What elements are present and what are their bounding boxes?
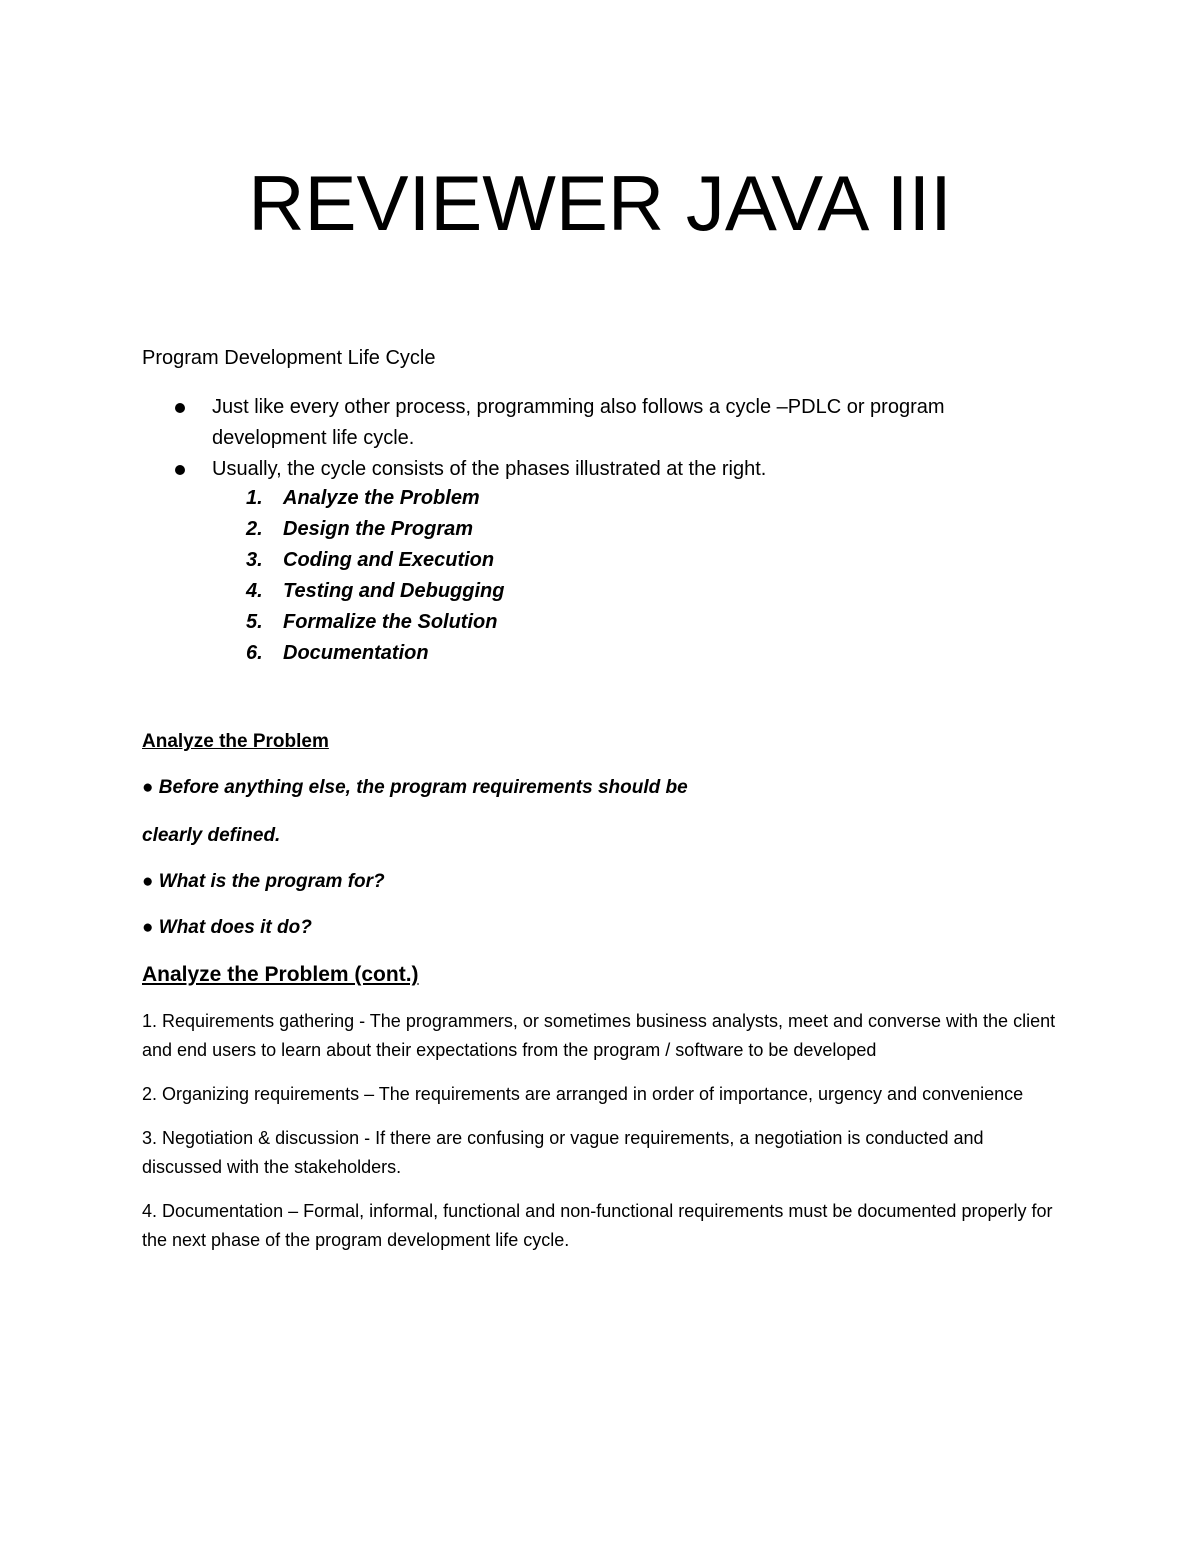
analyze-point: ● Before anything else, the program requirements should be [142, 777, 688, 798]
analyze-problem-cont-heading: Analyze the Problem (cont.) [142, 963, 419, 986]
phase-label: Testing and Debugging [283, 580, 505, 602]
phase-label: Coding and Execution [283, 549, 495, 571]
phase-item [142, 607, 504, 638]
phase-number: 6. [246, 642, 263, 664]
section-heading-pdlc: Program Development Life Cycle [142, 347, 436, 369]
phase-list [142, 483, 504, 669]
requirement-item: 1. Requirements gathering - The programmers, or sometimes business analysts, meet and converse with the client and end users to learn about their expectations from the program / software to be developed [142, 1011, 1056, 1060]
requirement-item: 4. Documentation – Formal, informal, functional and non-functional requirements must be documented properly for the next phase of the program development life cycle. [142, 1201, 1053, 1250]
analyze-point: clearly defined. [142, 825, 281, 846]
phase-item [142, 576, 504, 607]
bullet-item [142, 454, 1022, 485]
bullet-dot-icon [175, 403, 185, 413]
analyze-point: ● What does it do? [142, 917, 312, 938]
bullet-dot-icon [175, 465, 185, 475]
phase-item [142, 638, 504, 669]
pdlc-bullet-list [142, 392, 1022, 485]
phase-number: 3. [246, 549, 263, 571]
phase-number: 2. [246, 518, 263, 540]
bullet-item [142, 392, 1022, 454]
phase-label: Design the Program [283, 518, 474, 540]
phase-label: Documentation [283, 642, 429, 664]
analyze-point: ● What is the program for? [142, 871, 385, 892]
phase-item [142, 483, 504, 514]
phase-number: 1. [246, 487, 263, 509]
phase-label: Formalize the Solution [283, 611, 498, 633]
analyze-problem-heading: Analyze the Problem [142, 731, 329, 752]
phase-item [142, 545, 504, 576]
phase-item [142, 514, 504, 545]
bullet-text: Usually, the cycle consists of the phases illustrated at the right. [212, 458, 767, 480]
requirements-list [142, 1007, 1057, 1270]
phase-number: 5. [246, 611, 263, 633]
bullet-text: Just like every other process, programming also follows a cycle –PDLC or program development life cycle. [212, 396, 945, 449]
phase-number: 4. [246, 580, 263, 602]
requirement-item: 3. Negotiation & discussion - If there are confusing or vague requirements, a negotiation is conducted and discussed with the stakeholders. [142, 1128, 984, 1177]
phase-label: Analyze the Problem [283, 487, 480, 509]
requirement-item: 2. Organizing requirements – The requirements are arranged in order of importance, urgency and convenience [142, 1084, 1024, 1104]
document-title: REVIEWER JAVA III [248, 159, 952, 247]
